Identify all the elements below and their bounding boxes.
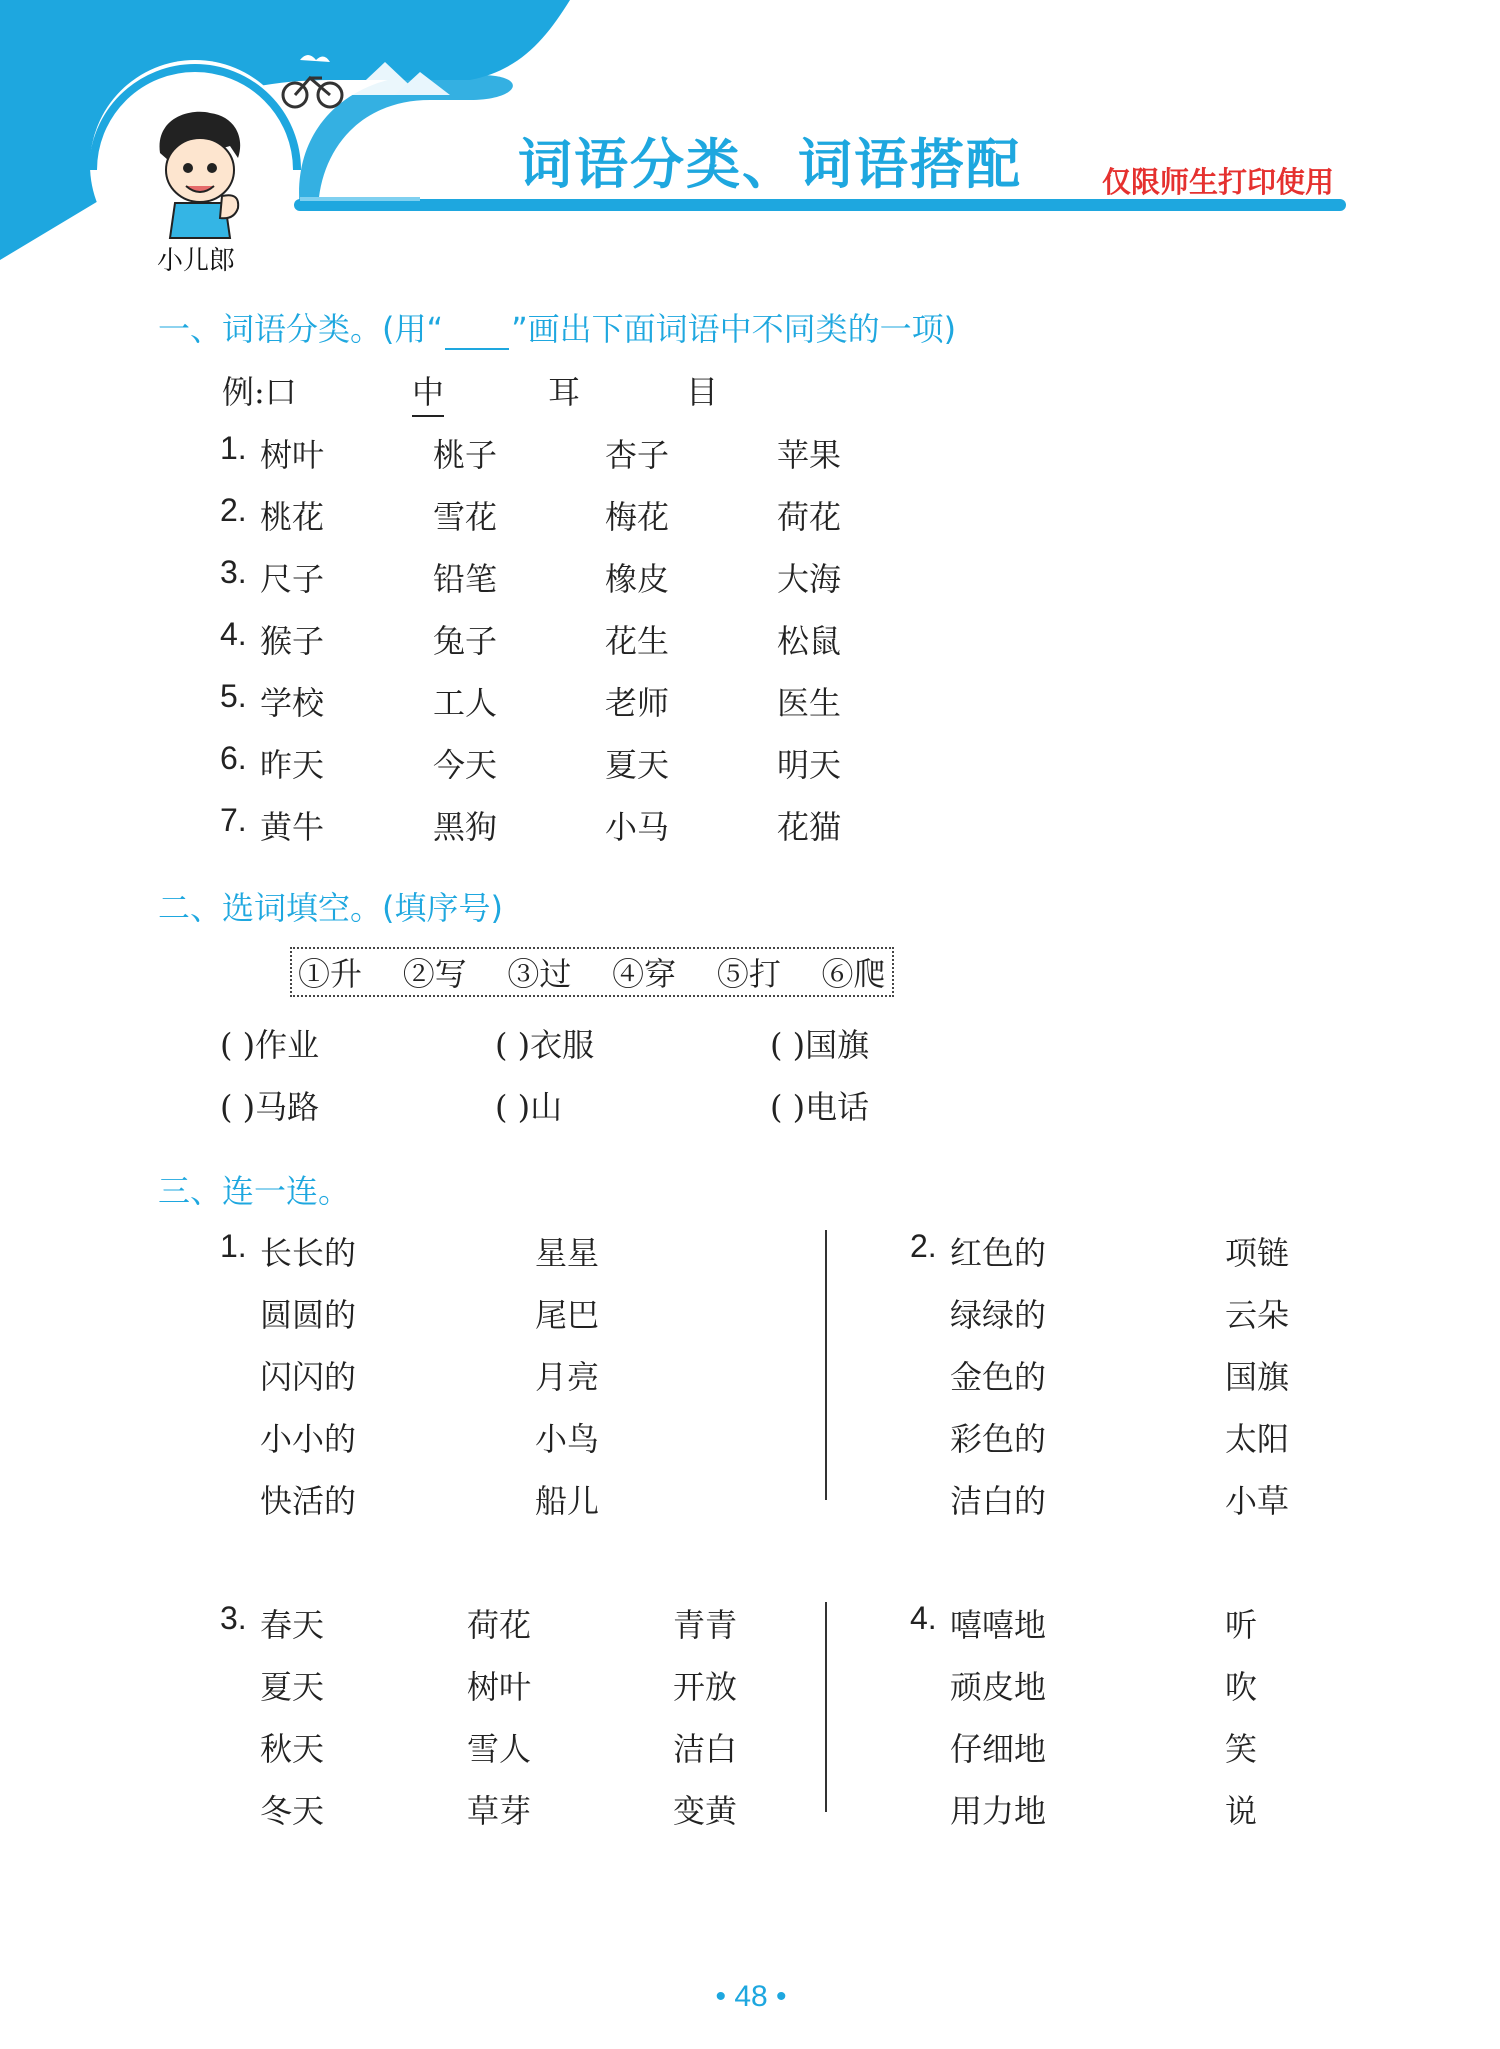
word: 杏子 bbox=[605, 436, 670, 474]
row-number: 6. bbox=[220, 740, 247, 776]
fill-blank-item[interactable]: ( )衣服 bbox=[495, 1026, 595, 1064]
match-item[interactable]: 闪闪的 bbox=[260, 1358, 357, 1396]
word: 老师 bbox=[605, 684, 670, 722]
match-item[interactable]: 小草 bbox=[1225, 1482, 1290, 1520]
match-item[interactable]: 吹 bbox=[1225, 1668, 1258, 1706]
row-number: 3. bbox=[220, 554, 247, 590]
word: 猴子 bbox=[260, 622, 325, 660]
fill-blank-item[interactable]: ( )马路 bbox=[220, 1088, 320, 1126]
word: 铅笔 bbox=[433, 560, 498, 598]
match-item[interactable]: 开放 bbox=[673, 1668, 738, 1706]
word: 今天 bbox=[433, 746, 498, 784]
match-left-column bbox=[950, 1228, 1046, 1538]
match-item[interactable]: 笑 bbox=[1225, 1730, 1258, 1768]
match-right-column bbox=[535, 1228, 599, 1538]
word: 苹果 bbox=[777, 436, 842, 474]
match-item[interactable]: 红色的 bbox=[950, 1234, 1047, 1272]
choice-item: ⑤打 bbox=[716, 955, 781, 993]
match-item[interactable]: 春天 bbox=[260, 1606, 325, 1644]
match-item[interactable]: 云朵 bbox=[1225, 1296, 1290, 1334]
divider bbox=[825, 1602, 827, 1812]
choice-item: ②写 bbox=[402, 955, 467, 993]
word: 雪花 bbox=[433, 498, 498, 536]
blank-line bbox=[445, 318, 509, 350]
word: 花猫 bbox=[777, 808, 842, 846]
section3-heading: 三、连一连。 bbox=[158, 1172, 351, 1210]
match-item[interactable]: 太阳 bbox=[1225, 1420, 1290, 1458]
row-number: 5. bbox=[220, 678, 247, 714]
word: 小马 bbox=[605, 808, 670, 846]
match-item[interactable]: 草芽 bbox=[467, 1792, 532, 1830]
match-item[interactable]: 雪人 bbox=[467, 1730, 532, 1768]
word: 梅花 bbox=[605, 498, 670, 536]
word: 昨天 bbox=[260, 746, 325, 784]
match-item[interactable]: 听 bbox=[1225, 1606, 1258, 1644]
match-item[interactable]: 尾巴 bbox=[535, 1296, 600, 1334]
section1-heading bbox=[158, 304, 956, 350]
match-item[interactable]: 夏天 bbox=[260, 1668, 325, 1706]
choice-item: ④穿 bbox=[612, 955, 677, 993]
match-item[interactable]: 冬天 bbox=[260, 1792, 325, 1830]
word: 医生 bbox=[777, 684, 842, 722]
match-column-3 bbox=[673, 1600, 737, 1848]
word: 工人 bbox=[433, 684, 498, 722]
example-word-underlined: 中 bbox=[412, 367, 444, 417]
match-right-column bbox=[1225, 1228, 1289, 1538]
match-item[interactable]: 仔细地 bbox=[950, 1730, 1047, 1768]
section1-heading-pre: 一、词语分类。(用“ bbox=[158, 310, 444, 348]
match-item[interactable]: 嘻嘻地 bbox=[950, 1606, 1047, 1644]
word: 尺子 bbox=[260, 560, 325, 598]
group-number: 2. bbox=[910, 1228, 937, 1264]
fill-blank-item[interactable]: ( )国旗 bbox=[770, 1026, 870, 1064]
word: 大海 bbox=[777, 560, 842, 598]
match-item[interactable]: 青青 bbox=[673, 1606, 738, 1644]
group-number: 1. bbox=[220, 1228, 247, 1264]
match-item[interactable]: 月亮 bbox=[535, 1358, 600, 1396]
divider bbox=[825, 1230, 827, 1500]
section1-heading-post: ”画出下面词语中不同类的一项) bbox=[511, 310, 957, 348]
word: 夏天 bbox=[605, 746, 670, 784]
match-item[interactable]: 星星 bbox=[535, 1234, 600, 1272]
match-left-column bbox=[260, 1228, 356, 1538]
match-item[interactable]: 金色的 bbox=[950, 1358, 1047, 1396]
word-choice-box bbox=[290, 947, 894, 997]
row-number: 7. bbox=[220, 802, 247, 838]
match-item[interactable]: 洁白的 bbox=[950, 1482, 1047, 1520]
example-word: 目 bbox=[686, 373, 719, 411]
match-item[interactable]: 圆圆的 bbox=[260, 1296, 357, 1334]
word: 桃花 bbox=[260, 498, 325, 536]
match-right-column bbox=[1225, 1600, 1257, 1848]
word: 花生 bbox=[605, 622, 670, 660]
match-item[interactable]: 国旗 bbox=[1225, 1358, 1290, 1396]
match-item[interactable]: 小鸟 bbox=[535, 1420, 600, 1458]
word: 橡皮 bbox=[605, 560, 670, 598]
example-word: 耳 bbox=[548, 373, 581, 411]
match-item[interactable]: 小小的 bbox=[260, 1420, 357, 1458]
fill-blank-item[interactable]: ( )作业 bbox=[220, 1026, 320, 1064]
match-item[interactable]: 项链 bbox=[1225, 1234, 1290, 1272]
choice-item: ①升 bbox=[298, 955, 363, 993]
match-item[interactable]: 长长的 bbox=[260, 1234, 357, 1272]
match-item[interactable]: 绿绿的 bbox=[950, 1296, 1047, 1334]
match-item[interactable]: 树叶 bbox=[467, 1668, 532, 1706]
word: 松鼠 bbox=[777, 622, 842, 660]
word: 学校 bbox=[260, 684, 325, 722]
mascot-boy-icon bbox=[150, 108, 250, 248]
example-row bbox=[222, 367, 297, 413]
row-number: 1. bbox=[220, 430, 247, 466]
match-column-2 bbox=[467, 1600, 531, 1848]
print-note: 仅限师生打印使用 bbox=[1102, 165, 1335, 199]
word: 兔子 bbox=[433, 622, 498, 660]
fill-blank-item[interactable]: ( )山 bbox=[495, 1088, 563, 1126]
word: 树叶 bbox=[260, 436, 325, 474]
fill-blank-item[interactable]: ( )电话 bbox=[770, 1088, 870, 1126]
match-left-column bbox=[950, 1600, 1046, 1848]
word: 明天 bbox=[777, 746, 842, 784]
match-item[interactable]: 说 bbox=[1225, 1792, 1258, 1830]
match-item[interactable]: 彩色的 bbox=[950, 1420, 1047, 1458]
page-title: 词语分类、词语搭配 bbox=[518, 133, 1022, 196]
example-prefix: 例: bbox=[222, 373, 265, 411]
match-column-1 bbox=[260, 1600, 324, 1848]
word: 桃子 bbox=[433, 436, 498, 474]
bullet-dot: • bbox=[776, 1980, 787, 2013]
row-number: 2. bbox=[220, 492, 247, 528]
choice-item: ③过 bbox=[507, 955, 572, 993]
match-item[interactable]: 秋天 bbox=[260, 1730, 325, 1768]
group-number: 4. bbox=[910, 1600, 937, 1636]
match-item[interactable]: 变黄 bbox=[673, 1792, 738, 1830]
match-item[interactable]: 洁白 bbox=[673, 1730, 738, 1768]
bullet-dot: • bbox=[715, 1980, 726, 2013]
row-number: 4. bbox=[220, 616, 247, 652]
match-item[interactable]: 顽皮地 bbox=[950, 1668, 1047, 1706]
mascot-label: 小儿郎 bbox=[157, 246, 236, 276]
match-item[interactable]: 船儿 bbox=[535, 1482, 600, 1520]
section2-heading: 二、选词填空。(填序号) bbox=[158, 889, 503, 927]
example-word: 口 bbox=[264, 373, 297, 411]
group-number: 3. bbox=[220, 1600, 247, 1636]
choice-item: ⑥爬 bbox=[821, 955, 886, 993]
word: 黄牛 bbox=[260, 808, 325, 846]
match-item[interactable]: 荷花 bbox=[467, 1606, 532, 1644]
page-number-value: 48 bbox=[734, 1980, 768, 2013]
match-item[interactable]: 用力地 bbox=[950, 1792, 1047, 1830]
word: 荷花 bbox=[777, 498, 842, 536]
page-number bbox=[706, 1980, 796, 2014]
word: 黑狗 bbox=[433, 808, 498, 846]
match-item[interactable]: 快活的 bbox=[260, 1482, 357, 1520]
